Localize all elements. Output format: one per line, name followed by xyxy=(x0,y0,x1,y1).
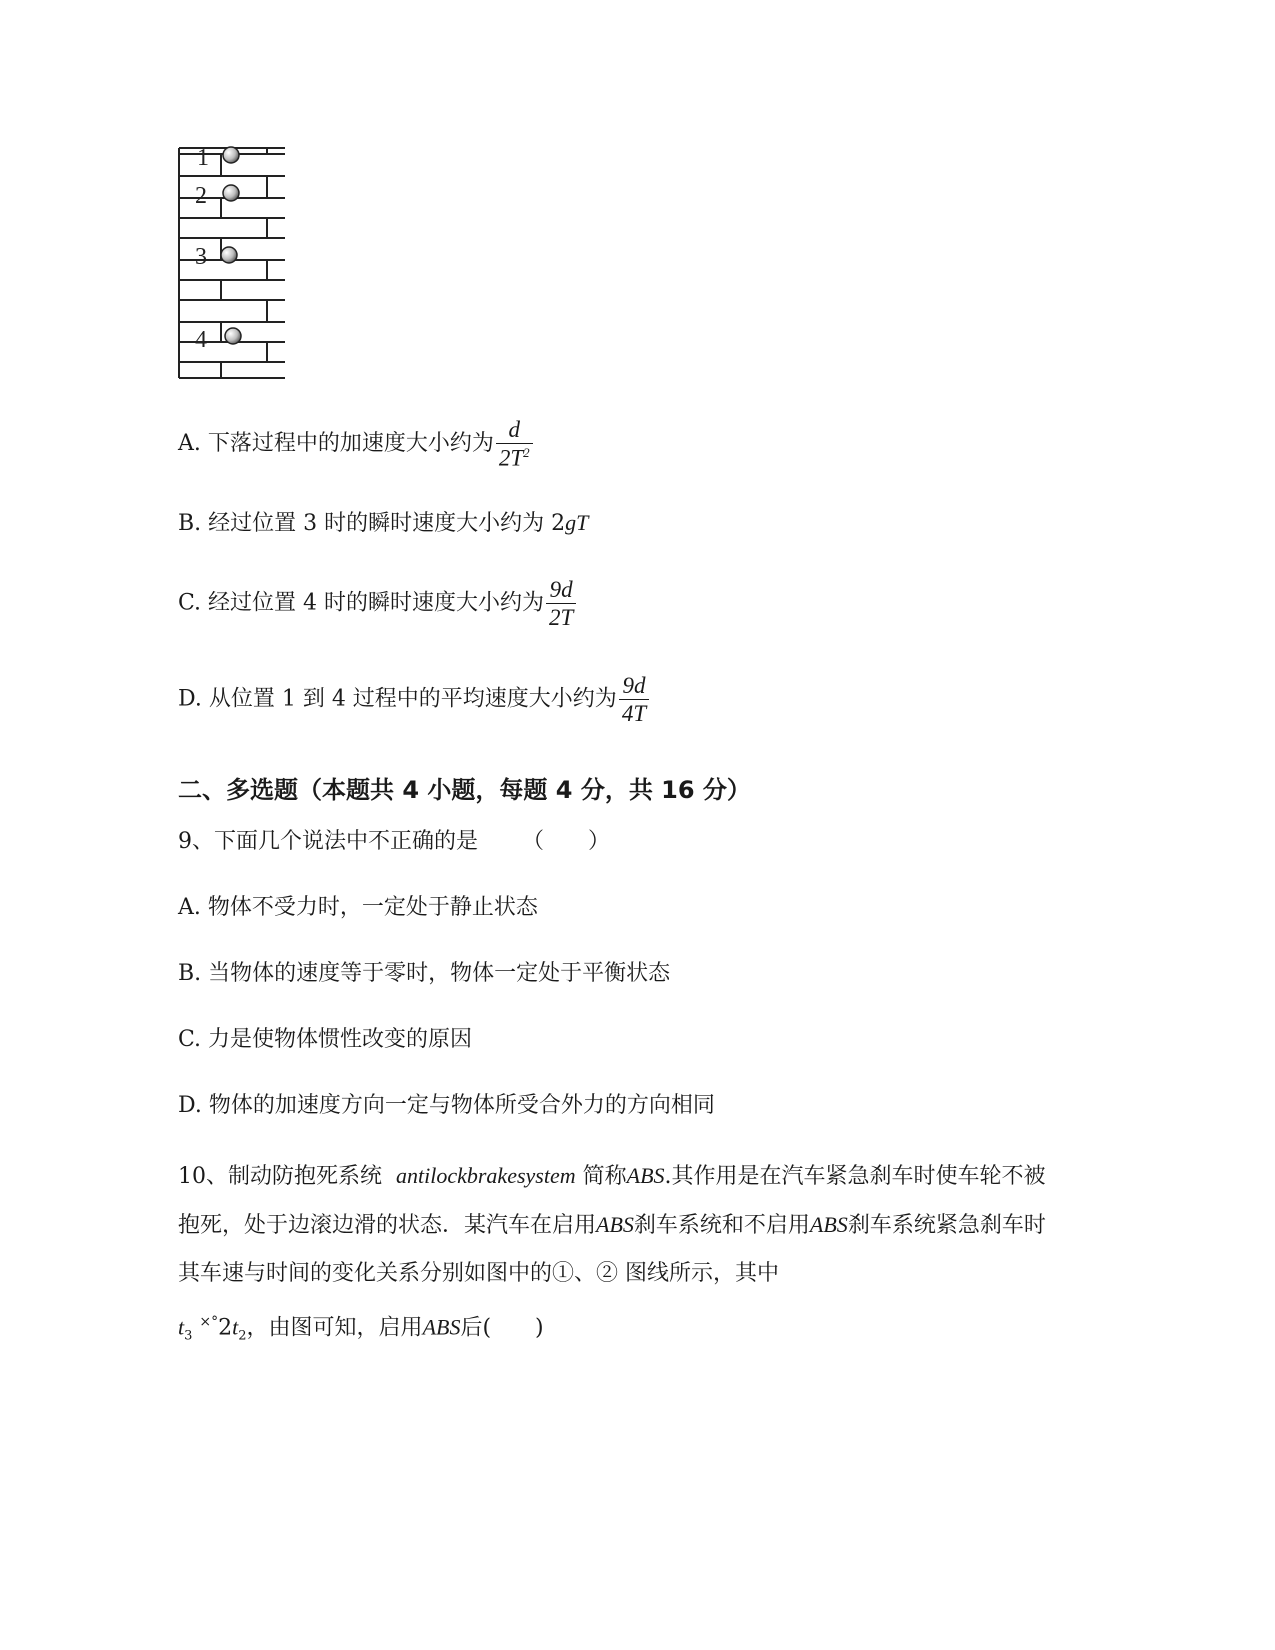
ball-2 xyxy=(223,185,239,201)
denominator: 2T xyxy=(546,603,576,629)
q9-option-d: D. 物体的加速度方向一定与物体所受合外力的方向相同 xyxy=(178,1093,715,1118)
numerator: d xyxy=(508,417,521,442)
q8-option-d xyxy=(178,674,649,725)
denominator xyxy=(496,443,533,470)
q9-option-a: A. 物体不受力时，一定处于静止状态 xyxy=(178,895,538,920)
var-t3: t xyxy=(178,1314,185,1340)
abs-term: ABS xyxy=(626,1163,665,1188)
relation-symbol: ×° xyxy=(199,1314,219,1330)
position-label-1: 1 xyxy=(197,145,209,171)
fraction xyxy=(619,674,649,725)
var-t2: t xyxy=(232,1314,239,1340)
q10-text-4: 刹车系统和不启用 xyxy=(633,1213,810,1238)
t2-subscript: 2 xyxy=(238,1328,247,1344)
option-text: A. 下落过程中的加速度大小约为 xyxy=(178,430,494,456)
position-label-2: 2 xyxy=(195,183,207,209)
section-heading: 二、多选题（本题共 4 小题，每题 4 分，共 16 分） xyxy=(178,776,751,804)
q10-text-7: 后( ) xyxy=(460,1315,544,1341)
option-text: B. 经过位置 3 时的瞬时速度大小约为 2 xyxy=(178,511,566,536)
fraction xyxy=(546,578,576,629)
option-text: D. 从位置 1 到 4 过程中的平均速度大小约为 xyxy=(178,686,617,712)
question-text: 9、下面几个说法中不正确的是 xyxy=(178,829,478,854)
q9-stem xyxy=(178,831,610,853)
q10-text-2: 简称 xyxy=(582,1164,627,1189)
var-g: g xyxy=(565,510,577,535)
answer-blank: （ ） xyxy=(522,829,611,854)
abs-term: ABS xyxy=(596,1212,634,1237)
denominator: 4T xyxy=(619,699,649,725)
q10-text-1: 10、制动防抱死系统 xyxy=(178,1164,382,1189)
q10-text-6: ，由图可知，启用 xyxy=(246,1315,423,1341)
brick-wall-figure xyxy=(175,140,290,385)
q9-option-b: B. 当物体的速度等于零时，物体一定处于平衡状态 xyxy=(178,961,671,986)
abs-term: ABS xyxy=(809,1212,848,1237)
den-exponent: 2 xyxy=(523,445,530,460)
abs-term: ABS xyxy=(422,1314,461,1340)
q10-text-5: 刹车系统紧急刹车时其车速与时间的变化关系分别如图中的①、② 图线所示，其中 xyxy=(178,1213,1046,1286)
numerator: 9d xyxy=(622,673,646,698)
q8-option-a xyxy=(178,418,533,470)
t3-subscript: 3 xyxy=(184,1328,193,1344)
fraction xyxy=(496,418,533,470)
q8-option-b xyxy=(178,512,588,535)
ball-3 xyxy=(221,247,237,263)
q10-paragraph xyxy=(178,1152,1058,1361)
q10-term: antilockbrakesystem xyxy=(396,1163,576,1188)
q8-option-c xyxy=(178,578,576,629)
position-label-4: 4 xyxy=(195,327,207,353)
q9-option-c: C. 力是使物体惯性改变的原因 xyxy=(178,1027,473,1052)
position-label-3: 3 xyxy=(195,244,207,270)
var-T: T xyxy=(576,510,589,535)
numerator: 9d xyxy=(549,577,573,602)
den-main: 2T xyxy=(498,445,524,471)
relation-coefficient: 2 xyxy=(218,1315,233,1341)
ball-1 xyxy=(223,147,239,163)
ball-4 xyxy=(225,328,241,344)
option-text: C. 经过位置 4 时的瞬时速度大小约为 xyxy=(178,590,545,616)
q10-text-3: .其作用是在汽车紧急刹车时使车轮不被抱死，处于边滚边滑的状态．某汽车在启用 xyxy=(178,1164,1046,1238)
